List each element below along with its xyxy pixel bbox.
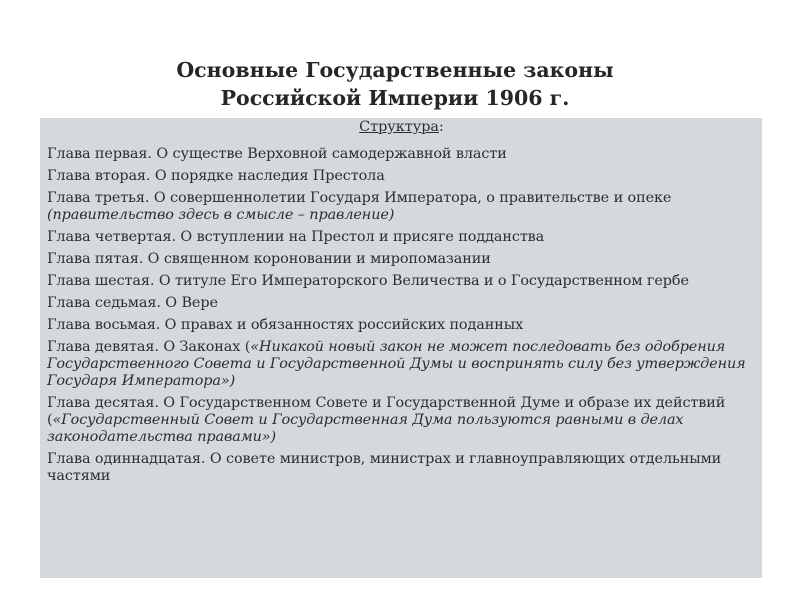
- chapter-text: Глава пятая. О священном короновании и миропомазании: [47, 251, 491, 267]
- chapter-text: Глава девятая. О Законах (: [47, 339, 251, 355]
- chapter-text: Глава седьмая. О Вере: [47, 295, 218, 311]
- chapter-item: [47, 146, 756, 163]
- chapter-item: [47, 251, 756, 268]
- structure-panel: [40, 118, 762, 578]
- title-line-1: Основные Государственные законы: [176, 58, 614, 82]
- structure-heading: [47, 119, 756, 136]
- chapter-text: Глава вторая. О порядке наследия Престола: [47, 168, 385, 184]
- page-title: [100, 56, 690, 112]
- chapter-item: [47, 190, 756, 224]
- chapter-note: (правительство здесь в смысле – правление): [47, 207, 395, 223]
- chapter-item: [47, 273, 756, 290]
- chapter-item: [47, 317, 756, 334]
- chapter-item: [47, 339, 756, 390]
- chapter-text: Глава одиннадцатая. О совете министров, министрах и главноуправляющих отдельными частями: [47, 451, 722, 484]
- chapter-item: [47, 168, 756, 185]
- chapter-item: [47, 395, 756, 446]
- chapter-quote: «Никакой новый закон не может последовать без одобрения Государственного Совета и Государственной Думы и воспринять силу без утверждения Государя Императора»): [47, 339, 746, 389]
- chapter-text: Глава шестая. О титуле Его Императорского Величества и о Государственном гербе: [47, 273, 689, 289]
- chapter-item: [47, 295, 756, 312]
- title-line-2: Российской Империи 1906 г.: [220, 86, 570, 110]
- chapter-text: Глава третья. О совершеннолетии Государя Императора, о правительстве и опеке: [47, 190, 672, 206]
- chapter-quote: «Государственный Совет и Государственная Дума пользуются равными в делах законодательства правами»): [47, 412, 684, 445]
- chapter-item: [47, 229, 756, 246]
- chapter-text: Глава десятая. О Государственном Совете и Государственной Думе и образе их действий (: [47, 395, 726, 428]
- chapter-text: Глава восьмая. О правах и обязанностях российских поданных: [47, 317, 524, 333]
- structure-label: Структура: [359, 119, 439, 135]
- chapter-item: [47, 451, 756, 485]
- chapter-text: Глава первая. О существе Верховной самодержавной власти: [47, 146, 507, 162]
- chapter-text: Глава четвертая. О вступлении на Престол и присяге подданства: [47, 229, 545, 245]
- structure-colon: :: [439, 119, 444, 135]
